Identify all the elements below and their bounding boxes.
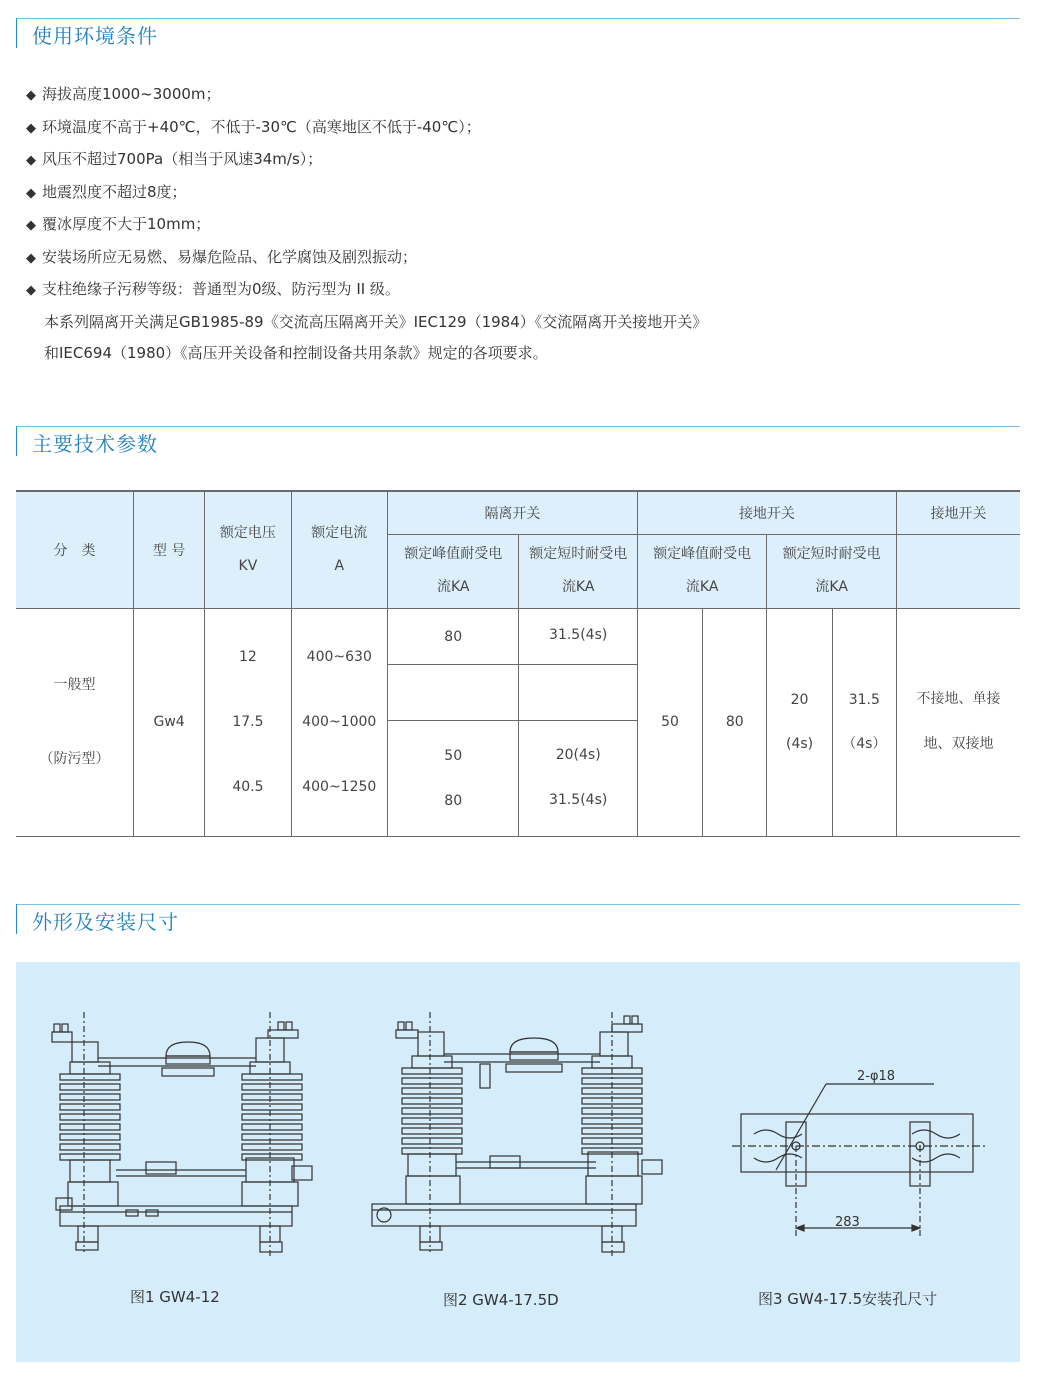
category-antifouling: （防污型） <box>39 751 110 767</box>
cell-iso-peak-3 <box>387 720 519 836</box>
list-item <box>26 144 707 177</box>
category-general: 一般型 <box>53 677 96 693</box>
header-earthing: 接地开关 <box>637 491 896 534</box>
header-current <box>291 491 387 608</box>
voltage-value: 12 <box>238 648 257 665</box>
hole-callout-label: 2-φ18 <box>857 1069 896 1084</box>
section-bar <box>16 904 17 934</box>
header-model: 型 号 <box>133 491 204 608</box>
environment-conditions-list <box>26 79 707 370</box>
value: 31.5(4s) <box>549 792 608 808</box>
value: 20(4s) <box>555 747 601 763</box>
item-text: 安装场所应无易燃、易爆危险品、化学腐蚀及剧烈振动； <box>42 247 418 266</box>
cell-empty <box>387 664 519 720</box>
list-item <box>26 274 707 307</box>
voltage-value: 17.5 <box>232 713 264 730</box>
item-text: 海拔高度1000~3000m； <box>42 85 221 103</box>
cell-earth-type <box>896 608 1020 836</box>
section-title-environment: 使用环境条件 <box>32 24 158 48</box>
figures-panel <box>16 962 1020 1362</box>
section-title-dimensions: 外形及安装尺寸 <box>32 910 179 934</box>
cell-iso-short-1: 31.5(4s) <box>519 608 637 664</box>
cell-iso-short-3 <box>519 720 637 836</box>
cell-earth-short-a <box>767 608 832 836</box>
bullet-icon: ◆ <box>26 153 36 168</box>
table-header-row-1 <box>16 491 1020 534</box>
header-iso-peak <box>387 534 519 608</box>
bullet-icon: ◆ <box>26 218 36 233</box>
list-item <box>26 242 707 275</box>
item-text: 支柱绝缘子污秽等级：普通型为0级、防污型为 II 级。 <box>42 280 400 298</box>
current-value: 400~1250 <box>302 778 377 795</box>
section-rule <box>16 426 1020 427</box>
cell-earth-peak-b: 80 <box>703 608 767 836</box>
figure3-caption: 图3 GW4-17.5安装孔尺寸 <box>758 1290 938 1308</box>
section-bar <box>16 18 17 48</box>
standards-note-line-1: 本系列隔离开关满足GB1985-89《交流高压隔离开关》IEC129（1984）《交流隔离开关接地开关》 <box>44 312 708 331</box>
bullet-icon: ◆ <box>26 185 36 201</box>
value: 80 <box>444 793 463 809</box>
cell-earth-peak-a: 50 <box>637 608 702 836</box>
cell-voltages <box>205 608 291 836</box>
header-earthing-type: 接地开关 <box>896 491 1020 534</box>
cell-category <box>16 608 133 836</box>
header-voltage <box>205 491 291 608</box>
bullet-icon: ◆ <box>26 250 36 266</box>
cell-earth-short-b <box>832 608 896 836</box>
figure1-disconnector-drawing <box>52 1012 312 1258</box>
value: 不接地、单接 <box>916 691 1001 707</box>
section-rule <box>16 18 1020 19</box>
header-text: 流KA <box>436 579 470 595</box>
header-earth-short <box>767 534 897 608</box>
header-text: 额定短时耐受电 <box>529 546 628 562</box>
header-text: 流KA <box>561 579 595 595</box>
header-text: 额定峰值耐受电 <box>653 546 752 562</box>
header-current-label: 额定电流 <box>311 524 368 541</box>
list-item <box>26 177 707 210</box>
list-item <box>26 112 707 145</box>
header-category: 分 类 <box>16 491 133 608</box>
technical-parameters-table <box>16 490 1020 837</box>
cell-empty <box>519 664 637 720</box>
header-iso-short <box>519 534 637 608</box>
section-bar <box>16 426 17 456</box>
item-text: 环境温度不高于+40℃，不低于-30℃（高寒地区不低于-40℃）； <box>42 117 481 136</box>
cell-model: Gw4 <box>133 608 204 836</box>
value: 20 <box>790 692 809 708</box>
table-row <box>16 608 1020 664</box>
bullet-icon: ◆ <box>26 283 36 298</box>
item-text: 风压不超过700Pa（相当于风速34m/s）； <box>42 150 323 168</box>
section-header-dimensions <box>16 904 1020 934</box>
list-item <box>26 79 707 112</box>
header-voltage-label: 额定电压 <box>219 524 276 541</box>
current-value: 400~1000 <box>302 713 377 730</box>
list-item <box>26 209 707 242</box>
header-text: 额定峰值耐受电 <box>404 546 503 562</box>
header-isolator: 隔离开关 <box>387 491 637 534</box>
header-empty <box>896 534 1020 608</box>
value: （4s） <box>842 736 887 752</box>
current-value: 400~630 <box>306 648 372 665</box>
header-text: 流KA <box>815 579 848 595</box>
hole-spacing-label: 283 <box>835 1215 860 1230</box>
standards-note-line-2: 和IEC694（1980）《高压开关设备和控制设备共用条款》规定的各项要求。 <box>44 344 548 362</box>
value: 地、双接地 <box>923 736 994 752</box>
bullet-icon: ◆ <box>26 120 36 136</box>
section-rule <box>16 904 1020 905</box>
header-earth-peak <box>637 534 767 608</box>
header-text: 额定短时耐受电 <box>782 546 881 562</box>
section-header-environment <box>16 18 1020 48</box>
section-header-parameters <box>16 426 1020 456</box>
voltage-value: 40.5 <box>232 778 264 795</box>
value: 31.5 <box>848 692 880 708</box>
header-current-unit: A <box>334 557 345 574</box>
figure2-disconnector-drawing <box>372 1012 662 1258</box>
figure2-caption: 图2 GW4-17.5D <box>443 1291 559 1309</box>
section-title-parameters: 主要技术参数 <box>32 432 158 456</box>
header-voltage-unit: KV <box>238 557 258 574</box>
cell-iso-peak-1: 80 <box>387 608 519 664</box>
figure1-caption: 图1 GW4-12 <box>130 1288 220 1306</box>
cell-currents <box>291 608 387 836</box>
header-text: 流KA <box>685 579 719 595</box>
value: 50 <box>444 748 463 764</box>
value: (4s) <box>786 736 814 752</box>
item-text: 覆冰厚度不大于10mm； <box>42 215 211 233</box>
item-text: 地震烈度不超过8度； <box>42 182 187 201</box>
bullet-icon: ◆ <box>26 88 36 103</box>
